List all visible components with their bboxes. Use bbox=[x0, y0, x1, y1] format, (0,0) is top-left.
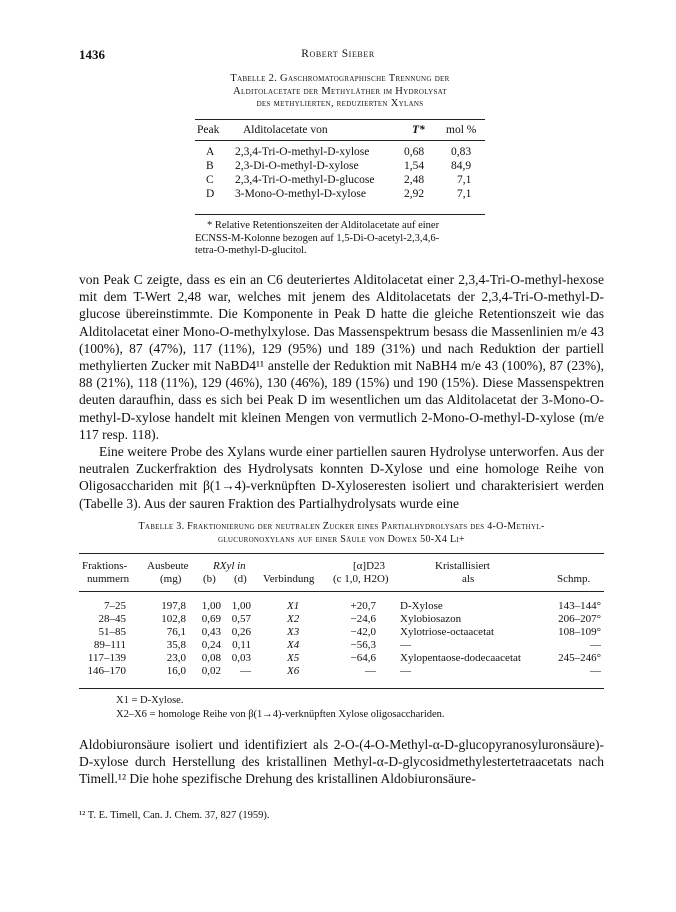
table2-mol: 7,1 bbox=[457, 174, 472, 186]
table3-cell-rxyl-b: 1,00 bbox=[201, 600, 221, 612]
table3-cell-ausbeute: 35,8 bbox=[166, 639, 186, 651]
table3-cell-fraktion: 89–111 bbox=[93, 639, 126, 651]
table3-cell-verbindung: X5 bbox=[287, 652, 300, 664]
table2-peak: A bbox=[206, 146, 215, 158]
table3-cell-rxyl-d: 0,26 bbox=[231, 626, 251, 638]
table3-head-krist: Kristallisiert bbox=[435, 560, 490, 572]
table3-caption-line: Tabelle 3. Fraktionierung der neutralen Zucker eines Partialhydrolysats des 4-O-Methyl- bbox=[138, 521, 545, 532]
table3-cell-rxyl-d: 1,00 bbox=[231, 600, 251, 612]
table2-col-peak: Peak bbox=[197, 124, 220, 136]
table3-head-aus: (mg) bbox=[160, 573, 182, 585]
table3-cell-fraktion: 28–45 bbox=[98, 613, 126, 625]
table3-cell-schmp: — bbox=[590, 665, 601, 677]
paragraph: Aldobiuronsäure isoliert und identifiziert als 2-O-(4-O-Methyl-α-D-glucopyranosyluronsäure)-D-xylose durch Herstellung des kristallinen Methyl-α-D-glycosidmethylestertetraacetats nach Timell.¹² Die hohe spezifische Drehung des kristallinen Aldobiuronsäure- bbox=[79, 737, 604, 787]
table3-cell-ausbeute: 16,0 bbox=[166, 665, 186, 677]
table3-cell-schmp: 143–144° bbox=[558, 600, 601, 612]
table3-cell-schmp: 206–207° bbox=[558, 613, 601, 625]
table3-top-rule bbox=[79, 553, 604, 554]
table3-cell-verbindung: X3 bbox=[287, 626, 300, 638]
table3-cell-alpha: −42,0 bbox=[350, 626, 376, 638]
table3-head-krist: als bbox=[462, 573, 475, 585]
table2-caption bbox=[195, 73, 485, 111]
table3-cell-alpha: −56,3 bbox=[350, 639, 376, 651]
table3-cell-ausbeute: 197,8 bbox=[161, 600, 186, 612]
running-title: Robert Sieber bbox=[301, 48, 375, 60]
table2-peak: B bbox=[206, 160, 214, 172]
table3-head-b: (b) bbox=[203, 573, 216, 585]
table3-cell-kristallisiert: Xylobiosazon bbox=[400, 613, 462, 625]
table3-cell-schmp: 245–246° bbox=[558, 652, 601, 664]
table3-cell-fraktion: 7–25 bbox=[104, 600, 126, 612]
table3-cell-rxyl-d: 0,11 bbox=[232, 639, 251, 651]
table3-cell-alpha: −64,6 bbox=[350, 652, 376, 664]
table3-cell-fraktion: 117–139 bbox=[87, 652, 126, 664]
table2-footnote-line: tetra-O-methyl-D-glucitol. bbox=[195, 245, 307, 256]
table2-mol: 7,1 bbox=[457, 188, 472, 200]
table3-footnote-line: X2–X6 = homologe Reihe von β(1→4)-verknüpften Xylose oligosacchariden. bbox=[116, 708, 445, 720]
table2-compound: 2,3-Di-O-methyl-D-xylose bbox=[235, 160, 359, 172]
table3-head-frak: nummern bbox=[87, 573, 130, 585]
table3-cell-rxyl-b: 0,69 bbox=[201, 613, 221, 625]
table3-head-alpha: (c 1,0, H2O) bbox=[333, 573, 389, 585]
table3-cell-fraktion: 146–170 bbox=[87, 665, 126, 677]
table2-bottom-rule bbox=[195, 214, 485, 215]
table3-cell-verbindung: X4 bbox=[287, 639, 300, 651]
table3-head-aus: Ausbeute bbox=[147, 560, 189, 572]
table3-cell-alpha: +20,7 bbox=[350, 600, 376, 612]
table3-cell-rxyl-d: 0,03 bbox=[231, 652, 251, 664]
table2-t: 0,68 bbox=[404, 146, 425, 158]
table3-cell-rxyl-d: 0,57 bbox=[231, 613, 251, 625]
table3-head-frak: Fraktions- bbox=[82, 560, 128, 572]
table3-caption bbox=[79, 521, 604, 546]
table2-caption-line: Tabelle 2. Gaschromatographische Trennung der bbox=[230, 73, 450, 84]
table2-mol: 0,83 bbox=[451, 146, 472, 158]
table2-compound: 3-Mono-O-methyl-D-xylose bbox=[235, 188, 366, 200]
table2-t: 2,48 bbox=[404, 174, 425, 186]
table2-caption-line: des methylierten, reduzierten Xylans bbox=[256, 98, 424, 109]
table3-footnotes bbox=[116, 694, 445, 721]
table3-cell-fraktion: 51–85 bbox=[98, 626, 126, 638]
page-number: 1436 bbox=[79, 47, 105, 62]
table3-cell-rxyl-b: 0,02 bbox=[201, 665, 221, 677]
table2-top-rule bbox=[195, 119, 485, 120]
table3-cell-rxyl-b: 0,08 bbox=[201, 652, 221, 664]
table3-head-d: (d) bbox=[234, 573, 247, 585]
table3-cell-kristallisiert: — bbox=[400, 639, 411, 651]
table3-cell-rxyl-b: 0,24 bbox=[201, 639, 221, 651]
table3-cell-rxyl-d: — bbox=[240, 665, 251, 677]
table3-head-alpha: [α]D23 bbox=[353, 560, 386, 572]
table2-col-t: T* bbox=[412, 124, 425, 136]
table3-cell-rxyl-b: 0,43 bbox=[201, 626, 221, 638]
paragraph: von Peak C zeigte, dass es ein an C6 deuteriertes Alditolacetat einer 2,3,4-Tri-O-methyl-hexose mit dem T-Wert 2,48 war, welches mit jenem des Alditolacetats der 2,3,4-Tri-O-methyl-D-glucose übereinstimmte. Die Komponente in Peak D hatte die gleiche Retentionszeit wie das Alditolacetat einer Mono-O-methylxylose. Das Massenspektrum besass die Massenlinien m/e 43 (100%), 87 (47%), 117 (11%), 129 (95%) und 189 (31%) und nach Reduktion der partiell methylierten Zucker mit NaBD4¹¹ anstelle der Reduktion mit NaBH4 m/e 43 (100%), 87 (23%), 88 (21%), 118 (11%), 129 (46%), 130 (46%), 189 (15%) und 190 (15%). Diese Massenspektren deuten daraufhin, dass es sich bei Peak D im wesentlichen um das Alditolacetat der 3-Mono-O-methyl-D-xylose handelt mit kleinen Mengen von vermutlich 2-Mono-O-methyl-D-xylose (m/e 117 resp. 118). bbox=[79, 272, 604, 442]
table3-cell-schmp: 108–109° bbox=[558, 626, 601, 638]
table3-cell-kristallisiert: — bbox=[400, 665, 411, 677]
table3-head-rxyl: RXyl in bbox=[213, 560, 246, 572]
footnote: ¹² T. E. Timell, Can. J. Chem. 37, 827 (1959). bbox=[79, 810, 270, 821]
table3-header-rule bbox=[79, 591, 604, 592]
table3-cell-verbindung: X2 bbox=[287, 613, 300, 625]
table2-footnote-line: ECNSS-M-Kolonne bezogen auf 1,5-Di-O-acetyl-2,3,4,6- bbox=[195, 232, 440, 244]
table2-col-mol: mol % bbox=[446, 124, 477, 136]
table3-cell-kristallisiert: Xylotriose-octaacetat bbox=[400, 626, 495, 638]
table2-header-rule bbox=[195, 140, 485, 141]
table3-head-schmp: Schmp. bbox=[557, 573, 591, 585]
table2-caption-line: Alditolacetate der Methyläther im Hydrolysat bbox=[233, 85, 447, 97]
table2-footnote-line: * Relative Retentionszeiten der Alditolacetate auf einer bbox=[207, 220, 440, 231]
table2-peak: C bbox=[206, 174, 214, 186]
table3-cell-alpha: — bbox=[365, 665, 376, 677]
table2-t: 2,92 bbox=[404, 188, 425, 200]
body-text-1 bbox=[79, 271, 604, 512]
table2-mol: 84,9 bbox=[451, 160, 472, 172]
table3-cell-ausbeute: 76,1 bbox=[166, 626, 186, 638]
table3-bottom-rule bbox=[79, 688, 604, 689]
table3-cell-verbindung: X6 bbox=[287, 665, 300, 677]
table3-cell-kristallisiert: Xylopentaose-dodecaacetat bbox=[400, 652, 521, 664]
table3-head-verb: Verbindung bbox=[263, 573, 315, 585]
table3-cell-alpha: −24,6 bbox=[350, 613, 376, 625]
table2-col-compound: Alditolacetate von bbox=[243, 124, 328, 136]
table3-cell-ausbeute: 102,8 bbox=[161, 613, 186, 625]
table2-compound: 2,3,4-Tri-O-methyl-D-glucose bbox=[235, 174, 375, 186]
table3-cell-schmp: — bbox=[590, 639, 601, 651]
table2-footnote bbox=[195, 220, 485, 258]
table3-cell-ausbeute: 23,0 bbox=[166, 652, 186, 664]
body-text-2 bbox=[79, 736, 604, 788]
table3-cell-verbindung: X1 bbox=[287, 600, 300, 612]
table3-cell-kristallisiert: D-Xylose bbox=[400, 600, 443, 612]
table3-caption-line: glucuronoxylans auf einer Säule von Dowex 50-X4 Li+ bbox=[218, 533, 465, 545]
table3-footnote-line: X1 = D-Xylose. bbox=[116, 695, 184, 706]
table2-peak: D bbox=[206, 188, 215, 200]
paragraph: Eine weitere Probe des Xylans wurde einer partiellen sauren Hydrolyse unterworfen. Aus der neutralen Zuckerfraktion des Hydrolysats konnten D-Xylose und eine homologe Reihe von Oligosacchariden mit β(1→4)-verknüpften D-Xyloseresten isoliert und charakterisiert werden (Tabelle 3). Aus der sauren Fraktion des Partialhydrolysats wurde eine bbox=[79, 444, 604, 511]
table2-t: 1,54 bbox=[404, 160, 425, 172]
table2-compound: 2,3,4-Tri-O-methyl-D-xylose bbox=[235, 146, 370, 158]
